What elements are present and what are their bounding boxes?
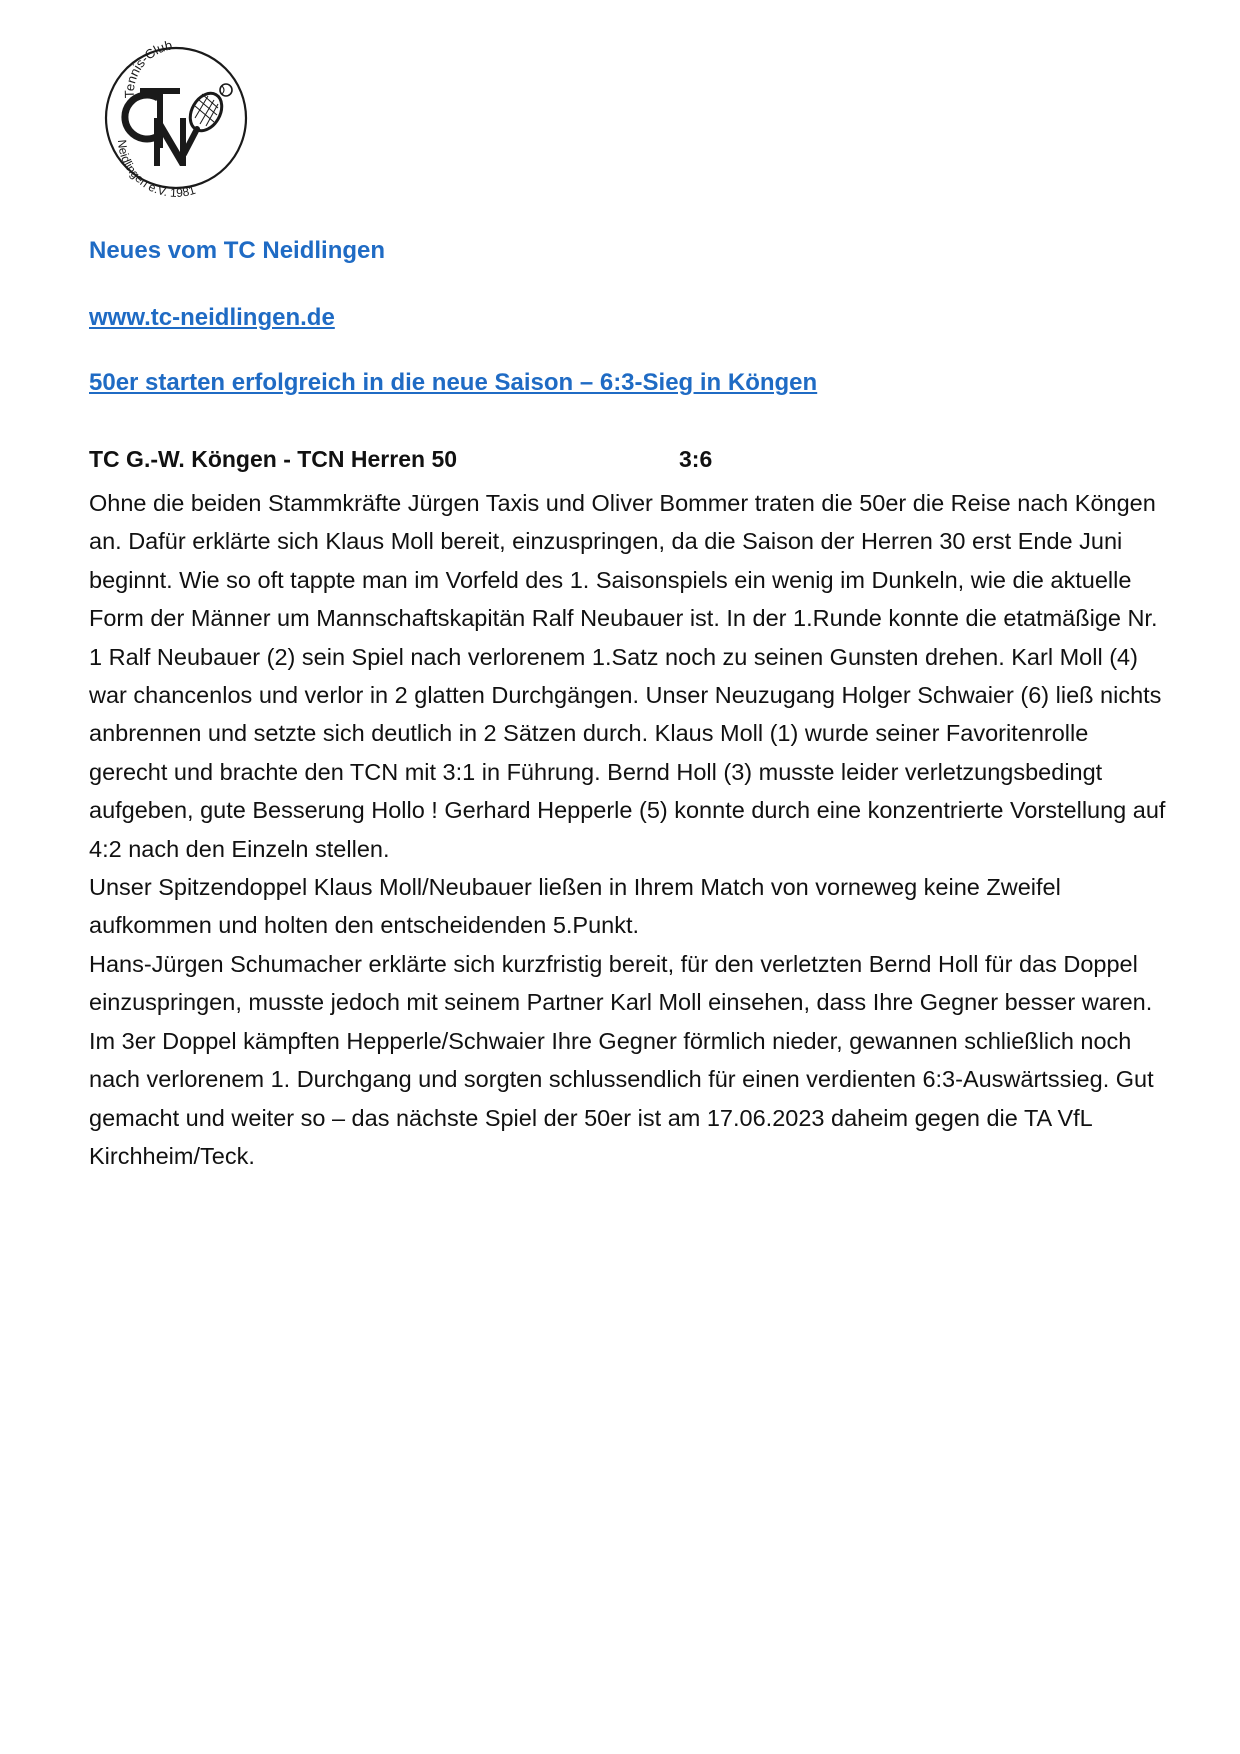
article-headline[interactable]: 50er starten erfolgreich in die neue Saison – 6:3-Sieg in Köngen [89,369,818,396]
article-body [89,484,1169,1175]
match-result [89,446,713,473]
newsletter-title: Neues vom TC Neidlingen [89,237,386,264]
article-paragraph: Unser Spitzendoppel Klaus Moll/Neubauer ließen in Ihrem Match von vorneweg keine Zweifel aufkommen und holten den entscheidenden 5.Punkt. [89,874,1061,939]
article-paragraph: Hans-Jürgen Schumacher erklärte sich kurzfristig bereit, für den verletzten Bernd Holl für das Doppel einzuspringen, musste jedoch mit seinem Partner Karl Moll einsehen, dass Ihre Gegner besser waren. Im 3er Doppel kämpften Hepperle/Schwaier Ihre Gegner förmlich nieder, gewannen schließlich noch nach verlorenem 1. Durchgang und sorgten schlussendlich für einen verdienten 6:3-Auswärtssieg. Gut gemacht und weiter so – das nächste Spiel der 50er ist am 17.06.2023 daheim gegen die TA VfL Kirchheim/Teck. [89,950,1154,1169]
website-link[interactable]: www.tc-neidlingen.de [89,304,335,331]
match-teams: TC G.-W. Köngen - TCN Herren 50 [89,446,458,472]
tennis-racket-icon [184,88,228,154]
tennis-ball-icon [220,84,232,96]
match-score: 3:6 [679,446,713,472]
logo-bottom-text: Neidlingen e.V. 1981 [114,138,198,200]
logo-top-text: Tennis-Club [121,37,174,99]
club-logo-graphic [96,28,256,208]
club-logo [96,28,256,208]
article-paragraph: Ohne die beiden Stammkräfte Jürgen Taxis und Oliver Bommer traten die 50er die Reise nach Köngen an. Dafür erklärte sich Klaus Moll bereit, einzuspringen, da die Saison der Herren 30 erst Ende Juni beginnt. Wie so oft tappte man im Vorfeld des 1. Saisonspiels ein wenig im Dunkeln, wie die aktuelle Form der Männer um Mannschaftskapitän Ralf Neubauer ist. In der 1.Runde konnte die etatmäßige Nr. 1 Ralf Neubauer (2) sein Spiel nach verlorenem 1.Satz noch zu seinen Gunsten drehen. Karl Moll (4) war chancenlos und verlor in 2 glatten Durchgängen. Unser Neuzugang Holger Schwaier (6) ließ nichts anbrennen und setzte sich deutlich in 2 Sätzen durch. Klaus Moll (1) wurde seiner Favoritenrolle gerecht und brachte den TCN mit 3:1 in Führung. Bernd Holl (3) musste leider verletzungsbedingt aufgeben, gute Besserung Hollo ! Gerhard Hepperle (5) konnte durch eine konzentrierte Vorstellung auf 4:2 nach den Einzeln stellen. [89,490,1166,862]
